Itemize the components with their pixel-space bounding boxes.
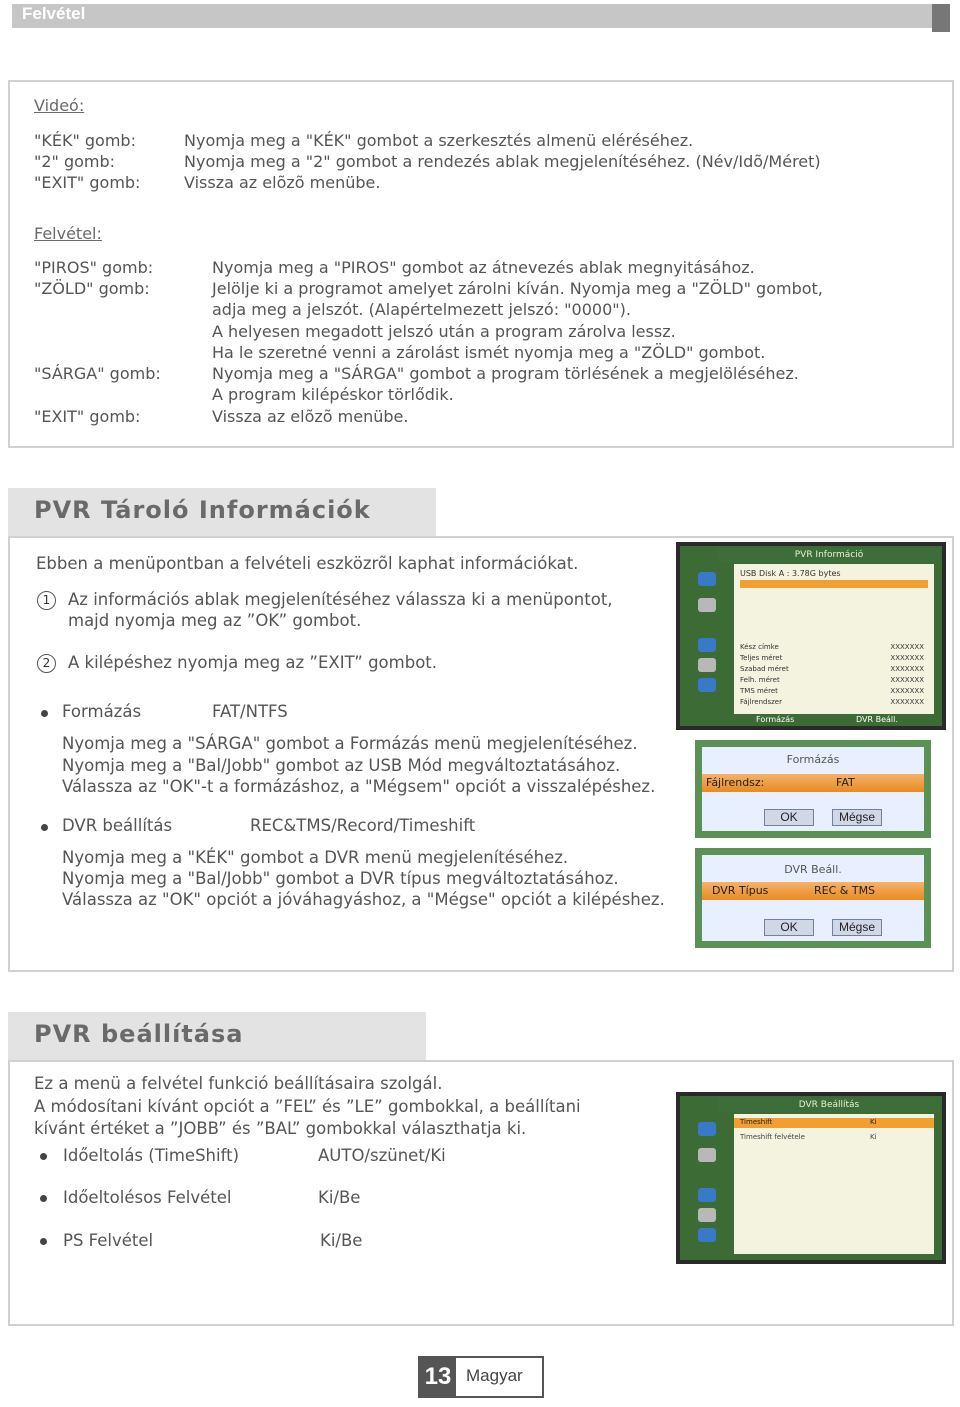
- dvr-line-2: Nyomja meg a "Bal/Jobb" gombot a DVR típus megváltoztatásához.: [62, 869, 619, 888]
- rec-line-1: Nyomja meg a "PIROS" gombot az átnevezés ablak megnyitásához.: [212, 258, 755, 277]
- settings-row-1-value: Ki: [870, 1118, 877, 1126]
- info-row-label: Teljes méret: [740, 654, 783, 662]
- format-field-label: Fájlrendsz:: [706, 776, 765, 789]
- rec-key-exit: "EXIT" gomb:: [34, 407, 141, 426]
- format-line-3: Válassza az "OK"-t a formázáshoz, a "Mégsem" opciót a visszalépéshez.: [62, 777, 656, 796]
- info-row-value: XXXXXXX: [890, 665, 924, 673]
- satellite-icon: [698, 1148, 716, 1162]
- format-dialog: [695, 740, 931, 838]
- dvr-dialog: [695, 848, 931, 948]
- setting-1-label: Időeltolás (TimeShift): [63, 1146, 240, 1165]
- info-row-value: XXXXXXX: [890, 676, 924, 684]
- video-key-2: "2" gomb:: [34, 152, 116, 171]
- dvr-dialog-row: [702, 882, 924, 900]
- disk-label: USB Disk A : 3.78G bytes: [740, 569, 841, 578]
- rec-line-3: adja meg a jelszót. (Alapértelmezett jelszó: "0000").: [212, 300, 631, 319]
- settings-icon: [698, 678, 716, 692]
- info-row-value: XXXXXXX: [890, 643, 924, 651]
- tv-icon: [698, 572, 716, 586]
- video-label: Videó:: [34, 96, 85, 115]
- pvr-info-screenshot: [676, 542, 946, 730]
- bullet-icon: [40, 1195, 47, 1202]
- step-1-number: 1: [37, 591, 56, 610]
- dvr-cancel-button[interactable]: Mégse: [832, 919, 882, 936]
- bullet-icon: [41, 710, 48, 717]
- dvr-line-1: Nyomja meg a "KÉK" gombot a DVR menü megjelenítéséhez.: [62, 848, 569, 867]
- rec-key-yellow: "SÁRGA" gomb:: [34, 364, 161, 383]
- dvr-value: REC&TMS/Record/Timeshift: [250, 816, 476, 835]
- video-desc-2: Nyomja meg a "2" gombot a rendezés ablak megjelenítéséhez. (Név/Idõ/Méret): [184, 152, 821, 171]
- info-row-label: Kész címke: [740, 643, 779, 651]
- video-key-1: "KÉK" gomb:: [34, 131, 136, 150]
- info-row-label: Szabad méret: [740, 665, 789, 673]
- rec-line-7: A program kilépéskor törlődik.: [212, 385, 454, 404]
- recording-label: Felvétel:: [34, 224, 102, 243]
- rec-line-6: Nyomja meg a "SÁRGA" gombot a program törlésének a megjelöléséhez.: [212, 364, 799, 383]
- bullet-icon: [40, 1153, 47, 1160]
- pvr-info-title: PVR Tároló Információk: [34, 496, 371, 524]
- info-row-value: XXXXXXX: [890, 654, 924, 662]
- screen-title: PVR Információ: [718, 548, 940, 562]
- rec-line-8: Vissza az elõzõ menübe.: [212, 407, 409, 426]
- pvr-info-intro: Ebben a menüpontban a felvételi eszközrõl kaphat információkat.: [36, 554, 579, 573]
- dvr-field-value: REC & TMS: [814, 884, 876, 897]
- settings-screen-panel: [734, 1114, 934, 1254]
- format-ok-button[interactable]: OK: [764, 809, 814, 826]
- pvr-settings-title: PVR beállítása: [34, 1020, 244, 1048]
- step-2-line-1: A kilépéshez nyomja meg az ”EXIT” gombot.: [68, 653, 438, 672]
- format-cancel-button[interactable]: Mégse: [832, 809, 882, 826]
- header-title: Felvétel: [22, 4, 86, 23]
- format-dialog-row: [702, 774, 924, 792]
- step-1-line-2: majd nyomja meg az ”OK” gombot.: [68, 611, 362, 630]
- tools-icon: [698, 658, 716, 672]
- header-bar: [12, 4, 950, 28]
- page-number: 13: [420, 1358, 456, 1396]
- rec-line-2: Jelölje ki a programot amelyet zárolni kíván. Nyomja meg a "ZÖLD" gombot,: [212, 279, 823, 298]
- settings-intro-1: Ez a menü a felvétel funkció beállításaira szolgál.: [34, 1074, 443, 1093]
- info-labels: [740, 642, 789, 708]
- info-row-value: XXXXXXX: [890, 687, 924, 695]
- dvr-label: DVR beállítás: [62, 816, 173, 835]
- info-values: [890, 642, 924, 708]
- rec-key-red: "PIROS" gomb:: [34, 258, 154, 277]
- format-line-2: Nyomja meg a "Bal/Jobb" gombot az USB Mód megváltoztatásához.: [62, 756, 621, 775]
- dvr-line-3: Válassza az "OK" opciót a jóváhagyáshoz, a "Mégse" opciót a kilépéshez.: [62, 890, 665, 909]
- setting-2-value: Ki/Be: [318, 1188, 361, 1207]
- settings-row-2-label: Timeshift felvétele: [740, 1133, 805, 1141]
- dvr-dialog-title: DVR Beáll.: [784, 863, 842, 876]
- tv-icon: [698, 1122, 716, 1136]
- format-field-value: FAT: [836, 776, 855, 789]
- settings-icon: [698, 1228, 716, 1242]
- rec-line-4: A helyesen megadott jelszó után a program zárolva lessz.: [212, 322, 676, 341]
- header-bar-accent: [932, 4, 950, 32]
- bullet-icon: [41, 824, 48, 831]
- screen-footer-format: Formázás: [756, 715, 795, 724]
- rec-key-green: "ZÖLD" gomb:: [34, 279, 150, 298]
- screen-panel: [734, 564, 934, 714]
- disk-usage-bar: [740, 580, 928, 588]
- pvr-settings-screenshot: [676, 1092, 946, 1264]
- info-row-label: Felh. méret: [740, 676, 780, 684]
- info-row-label: TMS méret: [740, 687, 778, 695]
- settings-screen-title: DVR Beállítás: [718, 1098, 940, 1112]
- bullet-icon: [40, 1238, 47, 1245]
- screen-footer-dvr: DVR Beáll.: [856, 715, 898, 724]
- setting-3-label: PS Felvétel: [63, 1231, 154, 1250]
- format-dialog-title: Formázás: [786, 753, 840, 766]
- info-row-value: XXXXXXX: [890, 698, 924, 706]
- setting-2-label: Időeltolésos Felvétel: [63, 1188, 232, 1207]
- format-value: FAT/NTFS: [212, 702, 288, 721]
- info-row-label: Fájlrendszer: [740, 698, 782, 706]
- setting-1-value: AUTO/szünet/Ki: [318, 1146, 446, 1165]
- settings-intro-2: A módosítani kívánt opciót a ”FEL” és ”LE” gombokkal, a beállítani: [34, 1097, 581, 1116]
- dvr-ok-button[interactable]: OK: [764, 919, 814, 936]
- step-2-number: 2: [37, 654, 56, 673]
- setting-3-value: Ki/Be: [320, 1231, 363, 1250]
- lock-icon: [698, 638, 716, 652]
- format-label: Formázás: [62, 702, 142, 721]
- video-desc-3: Vissza az elõzõ menübe.: [184, 173, 381, 192]
- dvr-field-label: DVR Típus: [712, 884, 769, 897]
- satellite-icon: [698, 598, 716, 612]
- tools-icon: [698, 1208, 716, 1222]
- video-desc-1: Nyomja meg a "KÉK" gombot a szerkesztés almenü eléréséhez.: [184, 131, 694, 150]
- step-1-line-1: Az információs ablak megjelenítéséhez válassza ki a menüpontot,: [68, 590, 613, 609]
- rec-line-5: Ha le szeretné venni a zárolást ismét nyomja meg a "ZÖLD" gombot.: [212, 343, 766, 362]
- video-key-3: "EXIT" gomb:: [34, 173, 141, 192]
- settings-row-2-value: Ki: [870, 1133, 877, 1141]
- lock-icon: [698, 1188, 716, 1202]
- settings-intro-3: kívánt értéket a ”JOBB” és ”BAL” gombokkal választhatja ki.: [34, 1119, 527, 1138]
- page-language: Magyar: [466, 1366, 523, 1385]
- settings-row-1-label: Timeshift: [740, 1118, 773, 1126]
- format-line-1: Nyomja meg a "SÁRGA" gombot a Formázás menü megjelenítéséhez.: [62, 734, 638, 753]
